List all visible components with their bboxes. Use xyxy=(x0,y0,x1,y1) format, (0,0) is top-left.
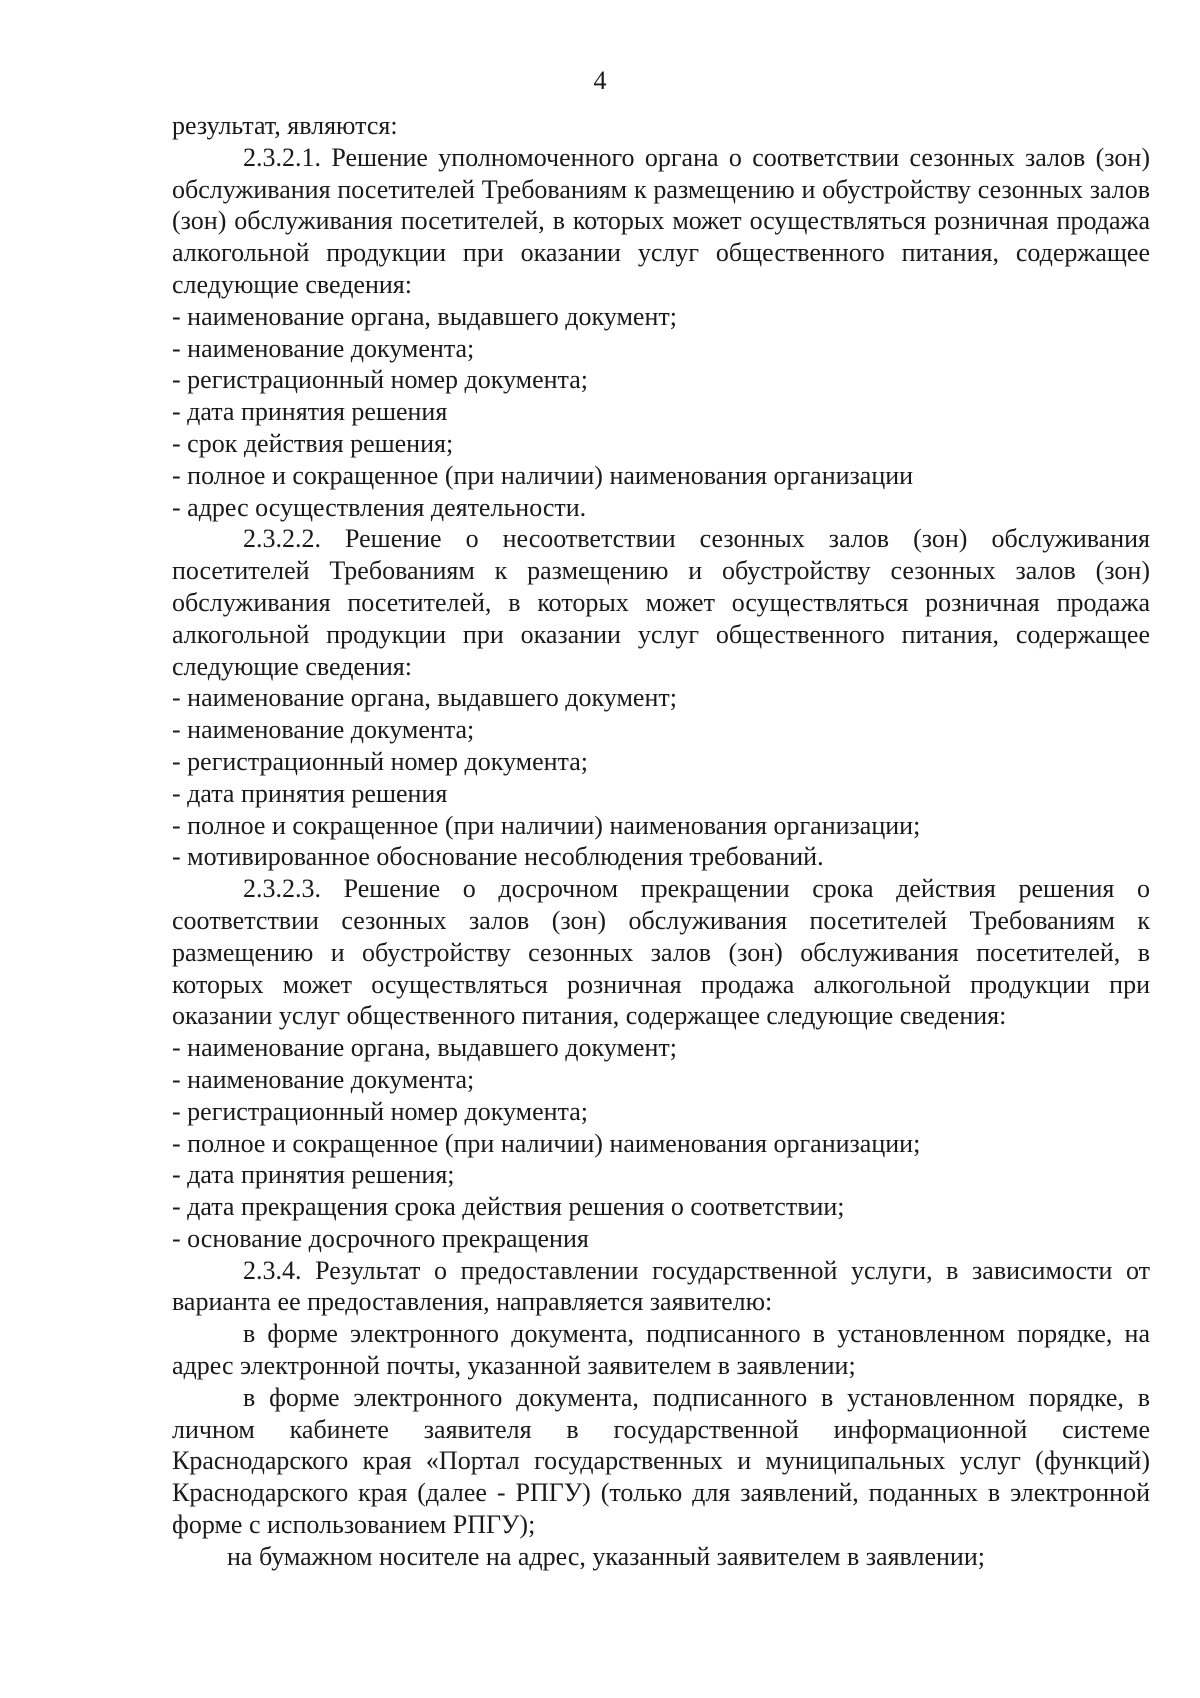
list-item: - дата принятия решения xyxy=(172,778,448,808)
list-item: - основание досрочного прекращения xyxy=(172,1223,589,1253)
paragraph-delivery-email: в форме электронного документа, подписанного в установленном порядке, на адрес электронной почты, указанной заявителем в заявлении; xyxy=(172,1319,1150,1381)
list-item: - адрес осуществления деятельности. xyxy=(172,492,587,522)
list-item: - полное и сокращенное (при наличии) наименования организации xyxy=(172,460,914,490)
document-body xyxy=(172,110,1150,1573)
paragraph-2-3-2-1: 2.3.2.1. Решение уполномоченного органа о соответствии сезонных залов (зон) обслуживания посетителей Требованиям к размещению и обустройству сезонных залов (зон) обслуживания посетителей, в которых может осуществляться розничная продажа алкогольной продукции при оказании услуг общественного питания, содержащее следующие сведения: xyxy=(172,142,1150,299)
list-item: - наименование органа, выдавшего документ; xyxy=(172,683,677,713)
list-item: - дата принятия решения; xyxy=(172,1160,455,1190)
list-item: - регистрационный номер документа; xyxy=(172,365,588,395)
paragraph-2-3-2-2: 2.3.2.2. Решение о несоответствии сезонных залов (зон) обслуживания посетителей Требованиям к размещению и обустройству сезонных залов (зон) обслуживания посетителей, в которых может осуществляться розничная продажа алкогольной продукции при оказании услуг общественного питания, содержащее следующие сведения: xyxy=(172,524,1150,681)
list-item: - срок действия решения; xyxy=(172,428,454,458)
list-item: - регистрационный номер документа; xyxy=(172,746,588,776)
list-item: - наименование органа, выдавшего документ; xyxy=(172,301,677,331)
paragraph-2-3-4: 2.3.4. Результат о предоставлении государственной услуги, в зависимости от варианта ее предоставления, направляется заявителю: xyxy=(172,1255,1150,1317)
list-item: - регистрационный номер документа; xyxy=(172,1096,588,1126)
page-number: 4 xyxy=(593,66,607,95)
intro-line: результат, являются: xyxy=(172,111,398,140)
paragraph-delivery-rpgu: в форме электронного документа, подписанного в установленном порядке, в личном кабинете заявителя в государственной информационной системе Краснодарского края «Портал государственных и муниципальных услуг (функций) Краснодарского края (далее - РПГУ) (только для заявлений, поданных в электронной форме с использованием РПГУ); xyxy=(172,1382,1150,1540)
list-item: - дата принятия решения xyxy=(172,397,448,427)
list-item: - полное и сокращенное (при наличии) наименования организации; xyxy=(172,1128,921,1158)
list-item: - наименование документа; xyxy=(172,1064,475,1094)
list-item: - наименование документа; xyxy=(172,715,475,745)
list-item: - дата прекращения срока действия решения о соответствии; xyxy=(172,1192,845,1222)
list-item: - наименование органа, выдавшего документ; xyxy=(172,1033,677,1063)
list-item: - мотивированное обоснование несоблюдения требований. xyxy=(172,842,824,872)
list-item: - полное и сокращенное (при наличии) наименования организации; xyxy=(172,810,921,840)
list-item: - наименование документа; xyxy=(172,333,475,363)
paragraph-delivery-paper: на бумажном носителе на адрес, указанный заявителем в заявлении; xyxy=(227,1541,985,1571)
paragraph-2-3-2-3: 2.3.2.3. Решение о досрочном прекращении срока действия решения о соответствии сезонных залов (зон) обслуживания посетителей Требованиям к размещению и обустройству сезонных залов (зон) обслуживания посетителей, в которых может осуществляться розничная продажа алкогольной продукции при оказании услуг общественного питания, содержащее следующие сведения: xyxy=(172,874,1150,1031)
